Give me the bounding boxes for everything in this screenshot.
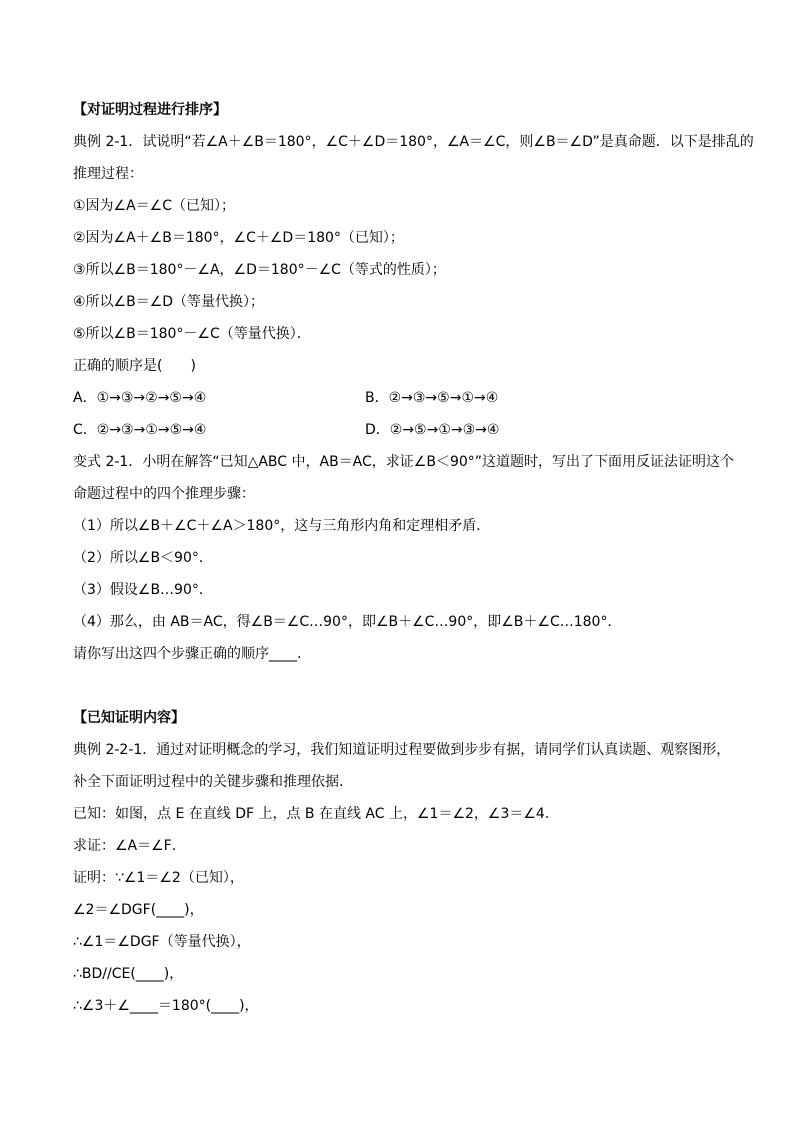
variant-step-1: （1）所以∠B＋∠C＋∠A＞180°，这与三角形内角和定理相矛盾． <box>73 518 491 534</box>
variant-step-2: （2）所以∠B＜90°． <box>73 550 213 566</box>
option-c: C．②→③→①→⑤→④ <box>73 422 207 438</box>
section-heading-known-proof: 【已知证明内容】 <box>73 710 185 726</box>
variant-order-question: 请你写出这四个步骤正确的顺序____． <box>73 646 311 662</box>
proof-line-2: ∠2＝∠DGF(____)， <box>73 902 204 918</box>
variant-step-4: （4）那么，由 AB＝AC，得∠B＝∠C…90°，即∠B＋∠C…90°，即∠B＋∠C…180°． <box>73 614 622 630</box>
variant-2-1-text-line2: 命题过程中的四个推理步骤： <box>73 486 255 502</box>
prove-statement: 求证：∠A＝∠F． <box>73 838 186 854</box>
proof-step-1: ①因为∠A＝∠C（已知）； <box>73 198 236 214</box>
section-heading-sort-proof: 【对证明过程进行排序】 <box>73 102 227 118</box>
option-d: D．②→⑤→①→③→④ <box>365 422 500 438</box>
given-statement: 已知：如图，点 E 在直线 DF 上，点 B 在直线 AC 上，∠1＝∠2，∠3＝∠4． <box>73 806 559 822</box>
proof-step-4: ④所以∠B＝∠D（等量代换）； <box>73 294 265 310</box>
example-2-1-text-line2: 推理过程： <box>73 166 143 182</box>
proof-line-5: ∴∠3＋∠____＝180°(____)， <box>73 998 259 1014</box>
variant-step-3: （3）假设∠B…90°． <box>73 582 213 598</box>
proof-step-2: ②因为∠A＋∠B＝180°，∠C＋∠D＝180°（已知）； <box>73 230 404 246</box>
option-b: B．②→③→⑤→①→④ <box>365 390 499 406</box>
example-2-2-1-text-line2: 补全下面证明过程中的关键步骤和推理依据． <box>73 774 353 790</box>
proof-step-5: ⑤所以∠B＝180°－∠C（等量代换）． <box>73 326 311 342</box>
proof-line-1: 证明：∵∠1＝∠2（已知）， <box>73 870 244 886</box>
proof-step-3: ③所以∠B＝180°－∠A，∠D＝180°－∠C（等式的性质）； <box>73 262 446 278</box>
option-a: A．①→③→②→⑤→④ <box>73 390 207 406</box>
proof-line-3: ∴∠1＝∠DGF（等量代换）， <box>73 934 251 950</box>
proof-line-4: ∴BD//CE(____)， <box>73 966 184 982</box>
example-2-1-text-line1: 典例 2-1．试说明“若∠A＋∠B＝180°，∠C＋∠D＝180°，∠A＝∠C，则∠B＝∠D”是真命题．以下是排乱的 <box>73 134 754 150</box>
example-2-2-1-text-line1: 典例 2-2-1．通过对证明概念的学习，我们知道证明过程要做到步步有据，请同学们认真读题、观察图形， <box>73 742 731 758</box>
order-question: 正确的顺序是( ) <box>73 358 196 374</box>
variant-2-1-text-line1: 变式 2-1．小明在解答“已知△ABC 中，AB＝AC，求证∠B＜90°”这道题时，写出了下面用反证法证明这个 <box>73 454 735 470</box>
